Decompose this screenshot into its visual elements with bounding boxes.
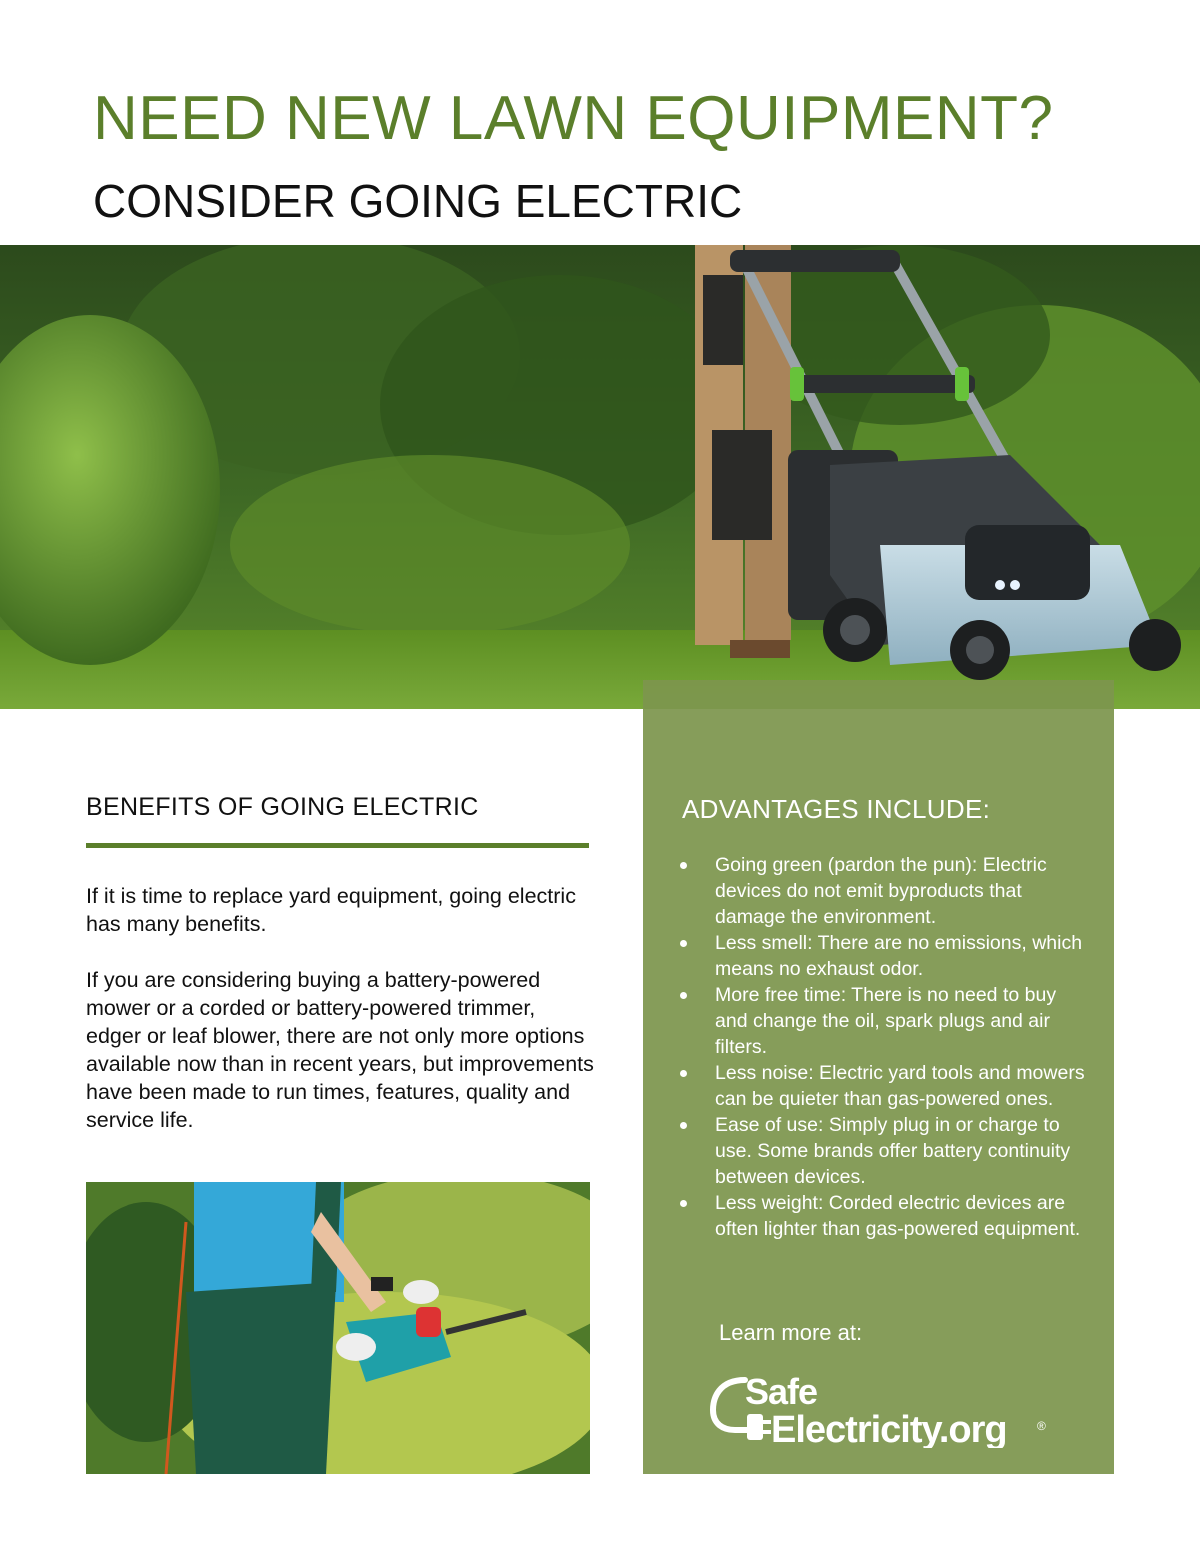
bullet-icon <box>680 1200 687 1207</box>
hedge-trimmer-photo <box>86 1182 590 1474</box>
page-title: NEED NEW LAWN EQUIPMENT? <box>93 84 1054 153</box>
bullet-icon <box>680 940 687 947</box>
list-item: Going green (pardon the pun): Electric devices do not emit byproducts that damage the environment. <box>715 852 1087 930</box>
list-item: Less smell: There are no emissions, which means no exhaust odor. <box>715 930 1087 982</box>
bullet-icon <box>680 992 687 999</box>
benefits-detail: If you are considering buying a battery-powered mower or a corded or battery-powered trimmer, edger or leaf blower, there are not only more options available now than in recent years, but improvements have been made to run times, features, quality and service life. <box>86 968 594 1132</box>
advantages-heading: ADVANTAGES INCLUDE: <box>682 794 991 824</box>
list-item: Less noise: Electric yard tools and mowers can be quieter than gas-powered ones. <box>715 1060 1087 1112</box>
list-item: More free time: There is no need to buy and change the oil, spark plugs and air filters. <box>715 982 1087 1060</box>
list-item: Ease of use: Simply plug in or charge to use. Some brands offer battery continuity between devices. <box>715 1112 1087 1190</box>
lawn-mower-photo <box>0 245 1200 709</box>
benefits-heading: BENEFITS OF GOING ELECTRIC <box>86 793 479 821</box>
bullet-icon <box>680 1122 687 1129</box>
benefits-intro: If it is time to replace yard equipment, going electric has many benefits. <box>86 884 576 936</box>
registered-mark: ® <box>1037 1419 1046 1433</box>
list-item: Less weight: Corded electric devices are often lighter than gas-powered equipment. <box>715 1190 1087 1242</box>
page-subtitle: CONSIDER GOING ELECTRIC <box>93 175 743 227</box>
section-divider <box>86 843 589 848</box>
bullet-icon <box>680 862 687 869</box>
advantages-panel <box>643 680 1114 1474</box>
logo-line1: Safe <box>745 1371 818 1412</box>
learn-more-text: Learn more at: <box>719 1320 863 1345</box>
logo-line2: Electricity.org <box>771 1409 1007 1448</box>
advantages-list <box>715 852 1087 1242</box>
bullet-icon <box>680 1070 687 1077</box>
safe-electricity-logo[interactable] <box>709 1368 1049 1453</box>
